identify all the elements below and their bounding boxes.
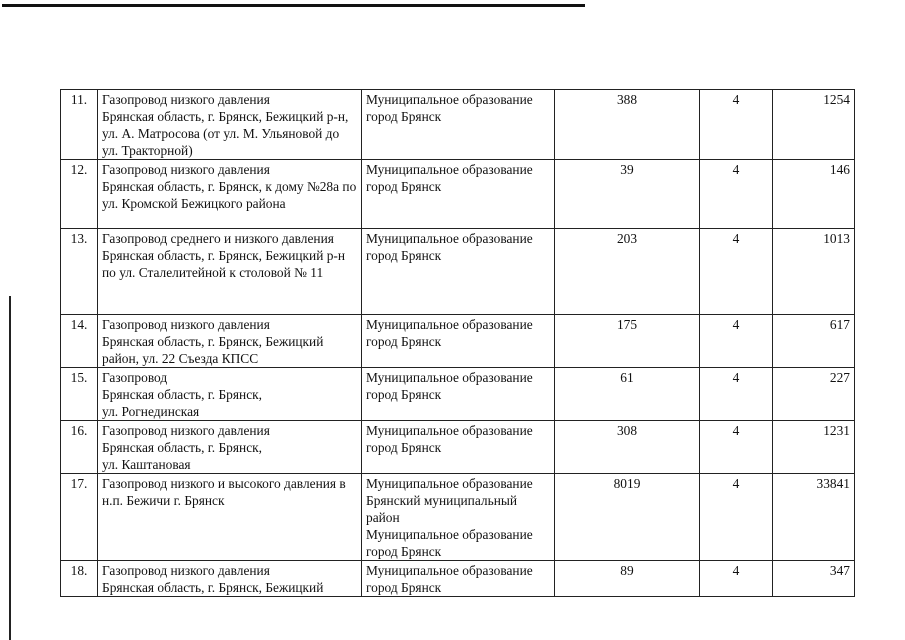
table-row — [61, 474, 855, 561]
length-value: 8019 — [555, 474, 700, 561]
length-value: 203 — [555, 229, 700, 315]
category-value: 4 — [700, 421, 773, 474]
row-number: 15. — [61, 368, 98, 421]
category-value: 4 — [700, 90, 773, 160]
table-row — [61, 421, 855, 474]
length-value: 61 — [555, 368, 700, 421]
category-value: 4 — [700, 368, 773, 421]
total-value: 1231 — [773, 421, 855, 474]
owner: Муниципальное образование город Брянск — [362, 315, 555, 368]
top-rule — [2, 4, 585, 7]
object-description: Газопровод низкого давления Брянская область, г. Брянск, Бежицкий р-н, ул. А. Матросова (от ул. М. Ульяновой до ул. Тракторной) — [98, 90, 362, 160]
total-value: 1254 — [773, 90, 855, 160]
table-row — [61, 229, 855, 315]
length-value: 39 — [555, 160, 700, 229]
length-value: 89 — [555, 561, 700, 597]
owner: Муниципальное образование город Брянск — [362, 368, 555, 421]
row-number: 17. — [61, 474, 98, 561]
table-row — [61, 561, 855, 597]
row-number: 13. — [61, 229, 98, 315]
total-value: 146 — [773, 160, 855, 229]
registry-table — [60, 89, 855, 597]
object-description: Газопровод низкого давления Брянская область, г. Брянск, ул. Каштановая — [98, 421, 362, 474]
object-description: Газопровод среднего и низкого давления Брянская область, г. Брянск, Бежицкий р-н по ул. Сталелитейной к столовой № 11 — [98, 229, 362, 315]
total-value: 617 — [773, 315, 855, 368]
total-value: 347 — [773, 561, 855, 597]
owner: Муниципальное образование Брянский муниципальный район Муниципальное образование город Брянск — [362, 474, 555, 561]
table-row — [61, 368, 855, 421]
owner: Муниципальное образование город Брянск — [362, 160, 555, 229]
category-value: 4 — [700, 229, 773, 315]
object-description: Газопровод Брянская область, г. Брянск, ул. Рогнединская — [98, 368, 362, 421]
length-value: 388 — [555, 90, 700, 160]
category-value: 4 — [700, 315, 773, 368]
total-value: 1013 — [773, 229, 855, 315]
row-number: 14. — [61, 315, 98, 368]
object-description: Газопровод низкого давления Брянская область, г. Брянск, Бежицкий — [98, 561, 362, 597]
category-value: 4 — [700, 474, 773, 561]
row-number: 16. — [61, 421, 98, 474]
owner: Муниципальное образование город Брянск — [362, 90, 555, 160]
row-number: 18. — [61, 561, 98, 597]
length-value: 308 — [555, 421, 700, 474]
category-value: 4 — [700, 561, 773, 597]
table-row — [61, 160, 855, 229]
table-row — [61, 315, 855, 368]
object-description: Газопровод низкого давления Брянская область, г. Брянск, к дому №28а по ул. Кромской Бежицкого района — [98, 160, 362, 229]
owner: Муниципальное образование город Брянск — [362, 421, 555, 474]
row-number: 12. — [61, 160, 98, 229]
owner: Муниципальное образование город Брянск — [362, 229, 555, 315]
length-value: 175 — [555, 315, 700, 368]
total-value: 33841 — [773, 474, 855, 561]
row-number: 11. — [61, 90, 98, 160]
table-row — [61, 90, 855, 160]
total-value: 227 — [773, 368, 855, 421]
owner: Муниципальное образование город Брянск — [362, 561, 555, 597]
object-description: Газопровод низкого давления Брянская область, г. Брянск, Бежицкий район, ул. 22 Съезда КПСС — [98, 315, 362, 368]
margin-rule — [9, 296, 11, 640]
object-description: Газопровод низкого и высокого давления в н.п. Бежичи г. Брянск — [98, 474, 362, 561]
category-value: 4 — [700, 160, 773, 229]
